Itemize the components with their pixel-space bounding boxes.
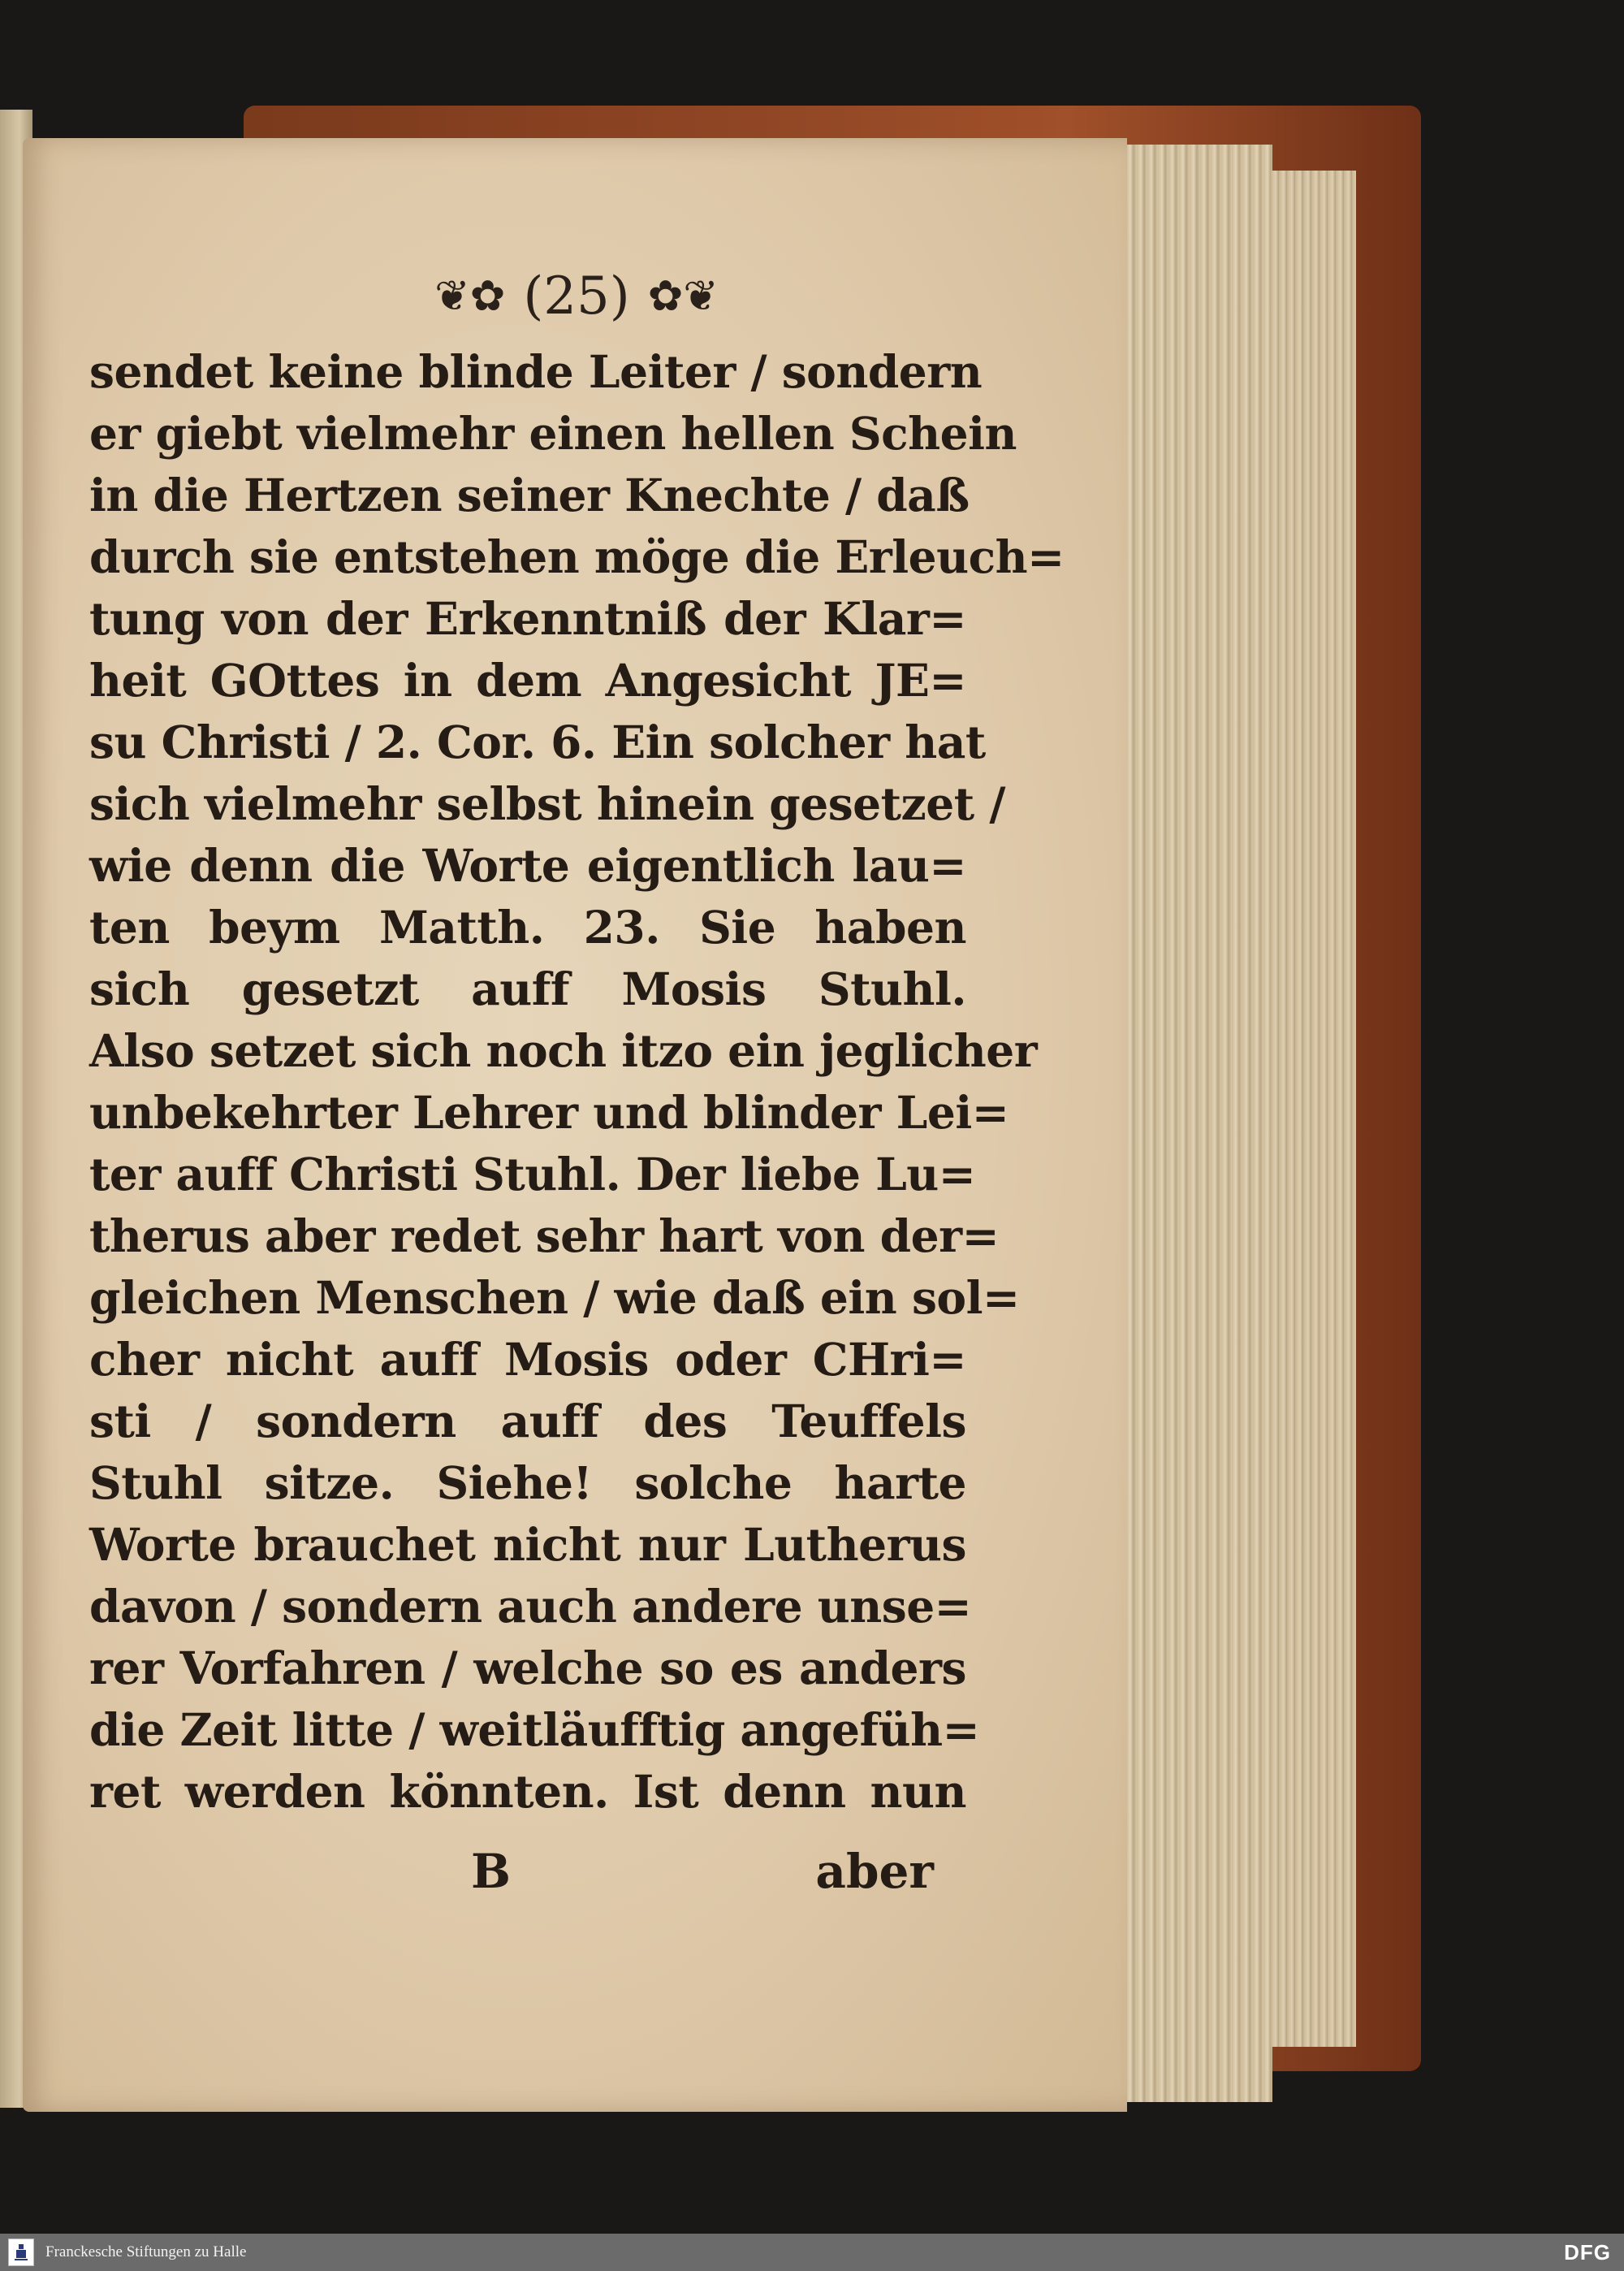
text-line: rer Vorfahren / welche so es anders: [89, 1642, 966, 1694]
ornament-right-icon: ✿❦: [647, 272, 719, 321]
text-line: die Zeit litte / weitläufftig angefüh=: [89, 1703, 980, 1756]
text-line: ter auff Christi Stuhl. Der liebe Lu=: [89, 1148, 976, 1200]
text-line: cher nicht auff Mosis oder CHri=: [89, 1333, 966, 1386]
ornament-left-icon: ❦✿: [434, 272, 506, 321]
text-line: heit GOttes in dem Angesicht JE=: [89, 654, 966, 707]
text-line: Also setzet sich noch itzo ein jeglicher: [89, 1024, 1038, 1077]
text-line: wie denn die Worte eigentlich lau=: [89, 839, 966, 892]
signature-mark: B: [471, 1844, 512, 1899]
text-line: ten beym Matth. 23. Sie haben: [89, 901, 966, 954]
text-line: sti / sondern auff des Teuffels: [89, 1395, 966, 1447]
text-line: sich vielmehr selbst hinein gesetzet /: [89, 777, 1005, 830]
page-footer: [89, 1844, 934, 1917]
text-line: in die Hertzen seiner Knechte / daß: [89, 469, 970, 521]
dfg-logo: DFG: [1564, 2239, 1611, 2265]
text-line: er giebt vielmehr einen hellen Schein: [89, 407, 1017, 460]
text-line: Stuhl sitze. Siehe! solche harte: [89, 1456, 966, 1509]
text-line: Worte brauchet nicht nur Lutherus: [89, 1518, 966, 1571]
text-line: davon / sondern auch andere unse=: [89, 1580, 972, 1633]
page-header: [89, 260, 1064, 333]
text-line: tung von der Erkenntniß der Klar=: [89, 592, 966, 645]
institution-emblem-icon: [13, 2243, 29, 2262]
page-body-text: [89, 341, 1065, 1823]
text-line: durch sie entstehen möge die Erleuch=: [89, 530, 1065, 583]
text-line: gleichen Menschen / wie daß ein sol=: [89, 1271, 1020, 1324]
page-stack-inner: [1271, 171, 1356, 2047]
text-line: su Christi / 2. Cor. 6. Ein solcher hat: [89, 716, 986, 768]
text-line: unbekehrter Lehrer und blinder Lei=: [89, 1086, 1009, 1139]
text-line: sich gesetzt auff Mosis Stuhl.: [89, 962, 966, 1015]
text-line: sendet keine blinde Leiter / sondern: [89, 345, 983, 398]
page-stack: [1125, 145, 1272, 2102]
francke-foundation-logo-icon: [8, 2239, 34, 2266]
text-line: ret werden könnten. Ist denn nun: [89, 1765, 966, 1818]
viewer-footer-bar: [0, 2234, 1624, 2271]
page-number: (25): [523, 266, 630, 327]
institution-name: Franckesche Stiftungen zu Halle: [45, 2243, 247, 2260]
text-line: therus aber redet sehr hart von der=: [89, 1209, 1000, 1262]
catchword: aber: [815, 1844, 934, 1899]
